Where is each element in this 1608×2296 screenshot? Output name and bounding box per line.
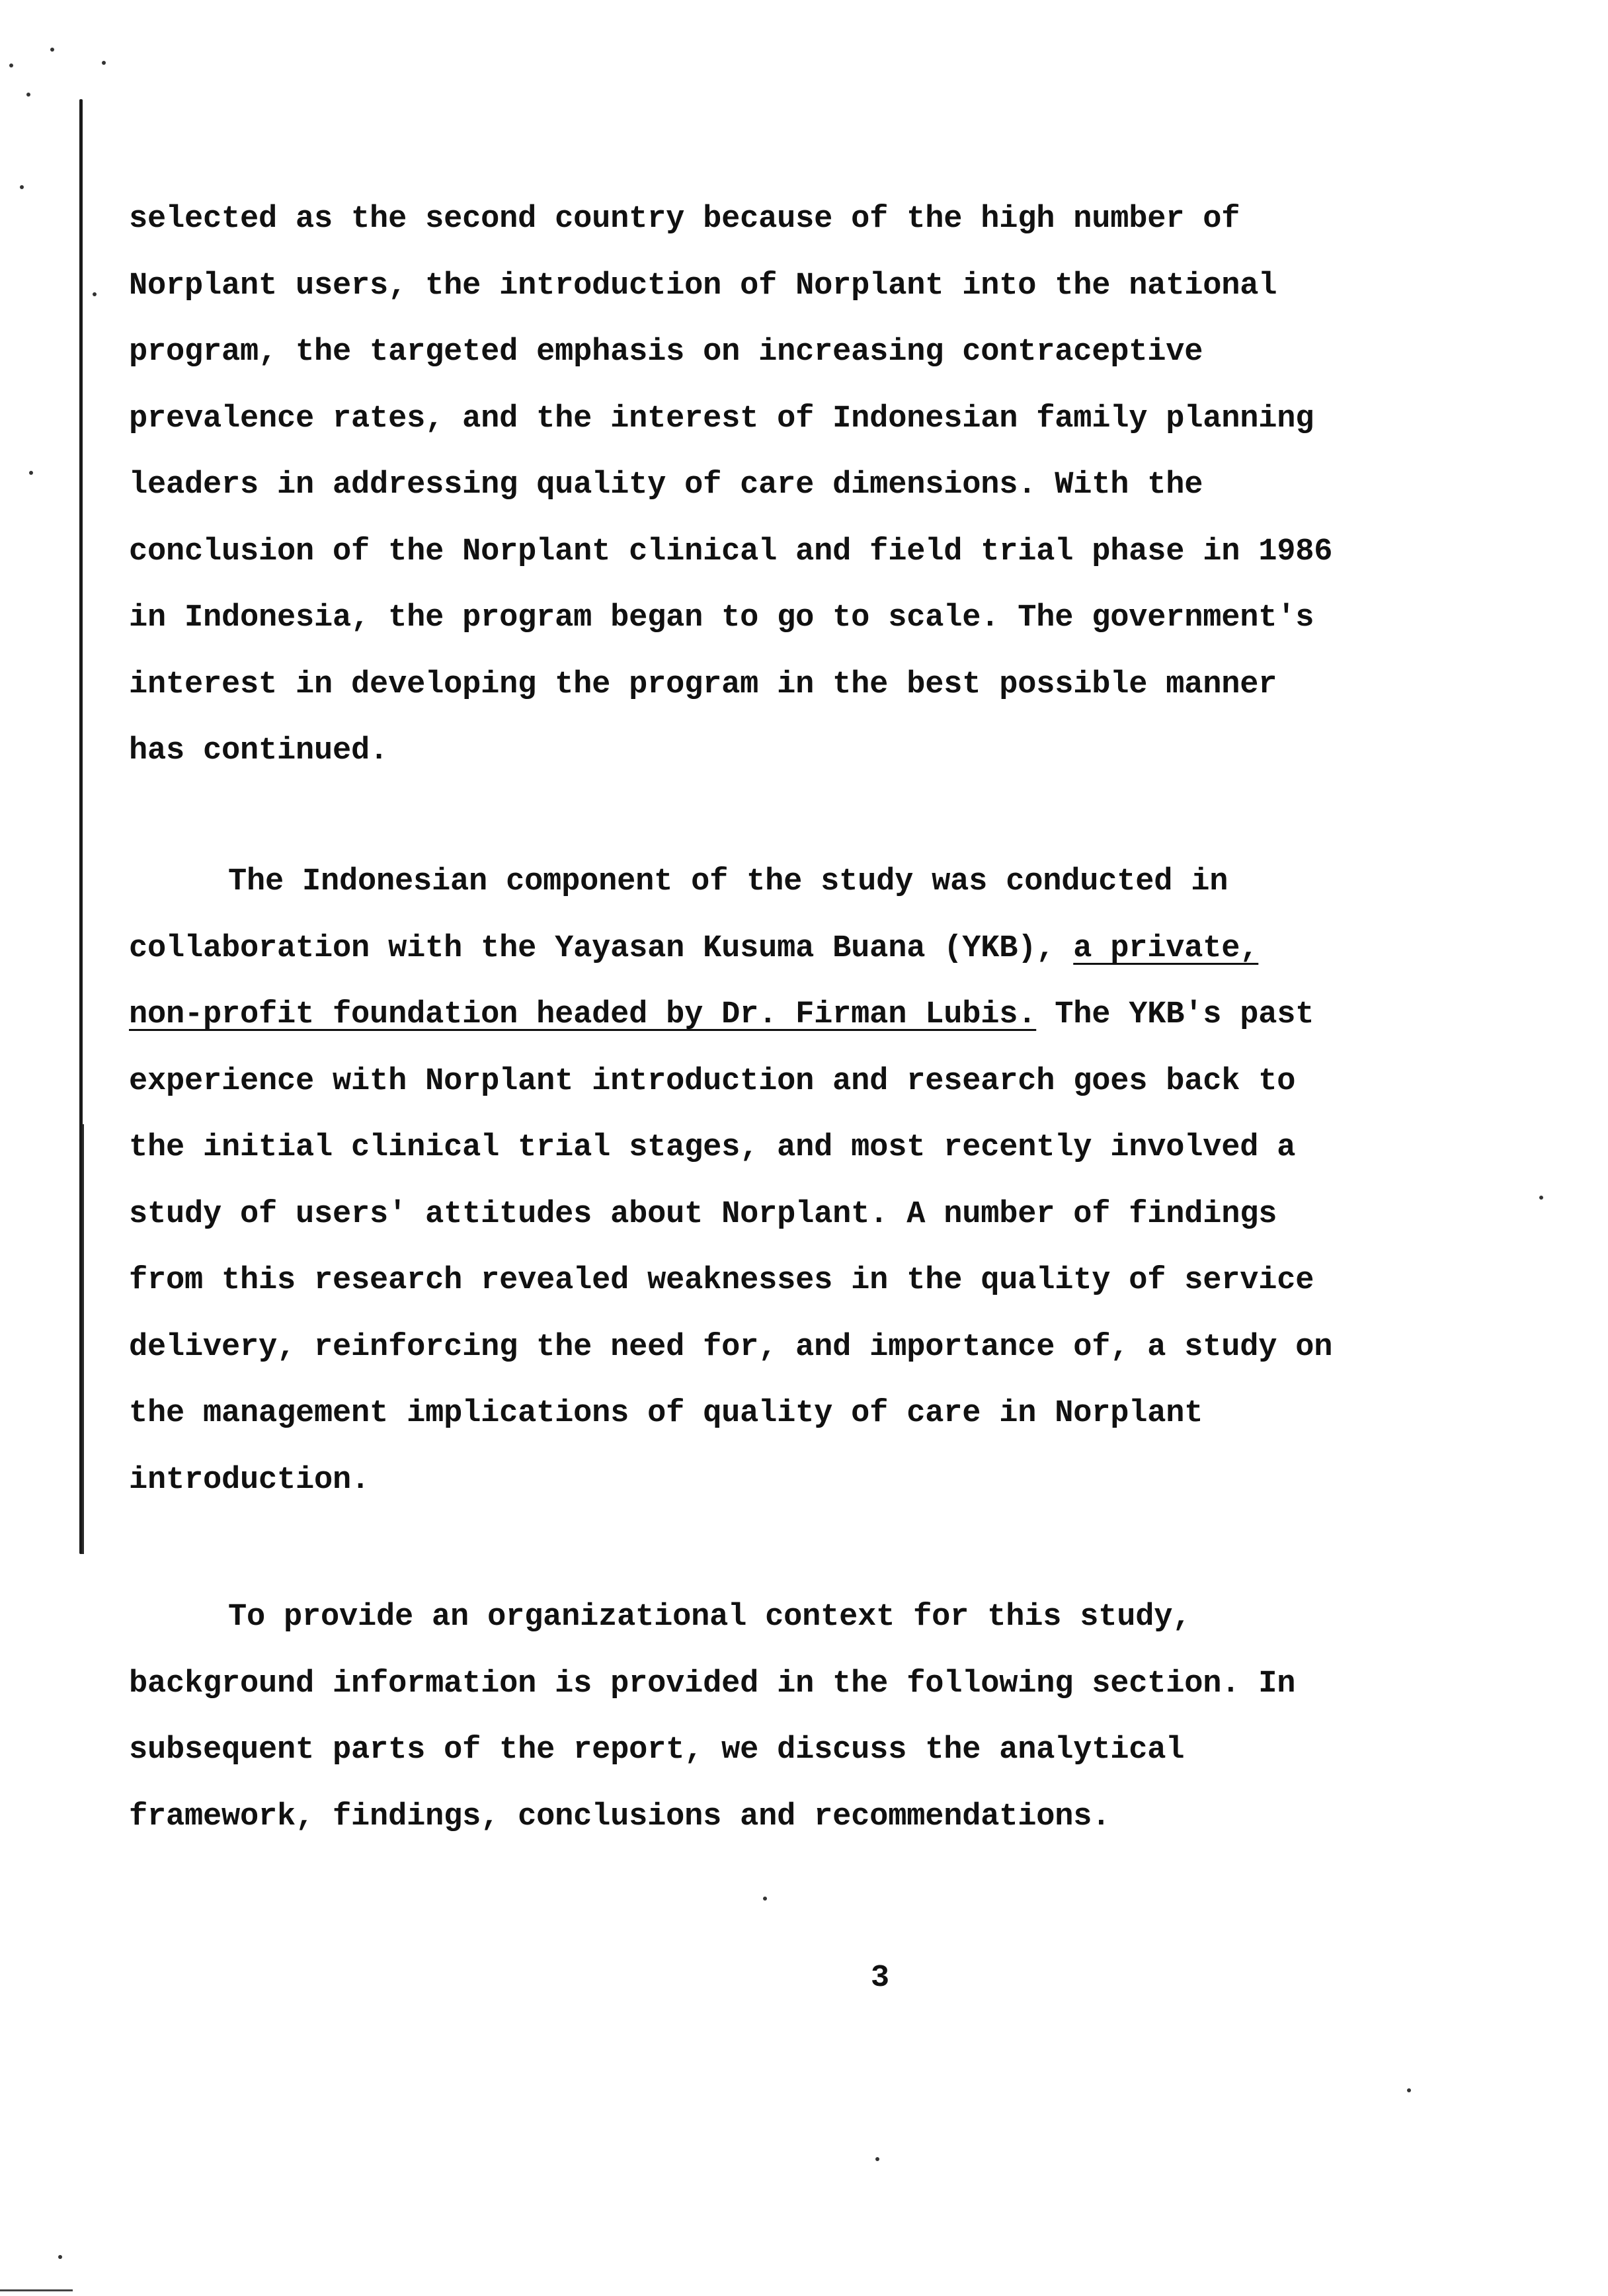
scan-speck — [26, 93, 30, 97]
scan-speck — [58, 2255, 62, 2259]
scan-speck — [763, 1897, 767, 1901]
text-line: background information is provided in the following section. In — [129, 1666, 1296, 1702]
text-line: program, the targeted emphasis on increasing contraceptive — [129, 335, 1203, 370]
underlined-text: non-profit foundation headed by Dr. Firman Lubis. — [129, 997, 1037, 1032]
text-line: the management implications of quality of care in Norplant — [129, 1396, 1203, 1431]
text-line: framework, findings, conclusions and recommendations. — [129, 1799, 1111, 1834]
text-line: delivery, reinforcing the need for, and importance of, a study on — [129, 1329, 1333, 1365]
text-line: conclusion of the Norplant clinical and field trial phase in 1986 — [129, 534, 1333, 569]
text-line: study of users' attitudes about Norplant. A number of findings — [129, 1196, 1277, 1232]
text-line: subsequent parts of the report, we discuss the analytical — [129, 1733, 1185, 1768]
margin-bar-mark-lower — [82, 1124, 84, 1554]
text-segment: collaboration with the Yayasan Kusuma Buana (YKB), — [129, 930, 1074, 966]
scan-speck — [1407, 2088, 1411, 2092]
text-line: the initial clinical trial stages, and most recently involved a — [129, 1130, 1296, 1165]
underlined-text: a private, — [1073, 930, 1259, 966]
text-line: introduction. — [129, 1462, 370, 1498]
scan-speck — [93, 292, 97, 296]
text-line: experience with Norplant introduction and research goes back to — [129, 1063, 1296, 1099]
page-number: 3 — [870, 1961, 890, 1996]
paragraph-1 — [129, 186, 1478, 785]
text-line — [129, 982, 1478, 1049]
text-line: has continued. — [129, 733, 389, 768]
text-line — [129, 916, 1478, 983]
text-line: selected as the second country because of the high number of — [129, 202, 1240, 237]
text-line: Norplant users, the introduction of Norplant into the national — [129, 268, 1277, 304]
text-line: from this research revealed weaknesses in the quality of service — [129, 1263, 1314, 1298]
scan-speck — [20, 185, 24, 189]
text-line: leaders in addressing quality of care dimensions. With the — [129, 468, 1203, 503]
paragraph-3 — [129, 1584, 1478, 1850]
text-line: prevalence rates, and the interest of Indonesian family planning — [129, 401, 1314, 436]
paragraph-2 — [129, 849, 1478, 1514]
text-segment: The YKB's past — [1036, 997, 1314, 1032]
scan-speck — [50, 48, 54, 52]
scan-speck — [9, 63, 13, 67]
scan-speck — [875, 2157, 879, 2161]
text-line: The Indonesian component of the study was conducted in — [228, 864, 1228, 899]
scan-speck — [29, 471, 33, 475]
scan-edge-line — [0, 2289, 73, 2291]
text-line: To provide an organizational context for this study, — [228, 1600, 1191, 1635]
text-line: in Indonesia, the program began to go to scale. The government's — [129, 600, 1314, 636]
text-line: interest in developing the program in the best possible manner — [129, 667, 1277, 702]
scan-speck — [1539, 1196, 1543, 1200]
scan-speck — [102, 61, 106, 65]
